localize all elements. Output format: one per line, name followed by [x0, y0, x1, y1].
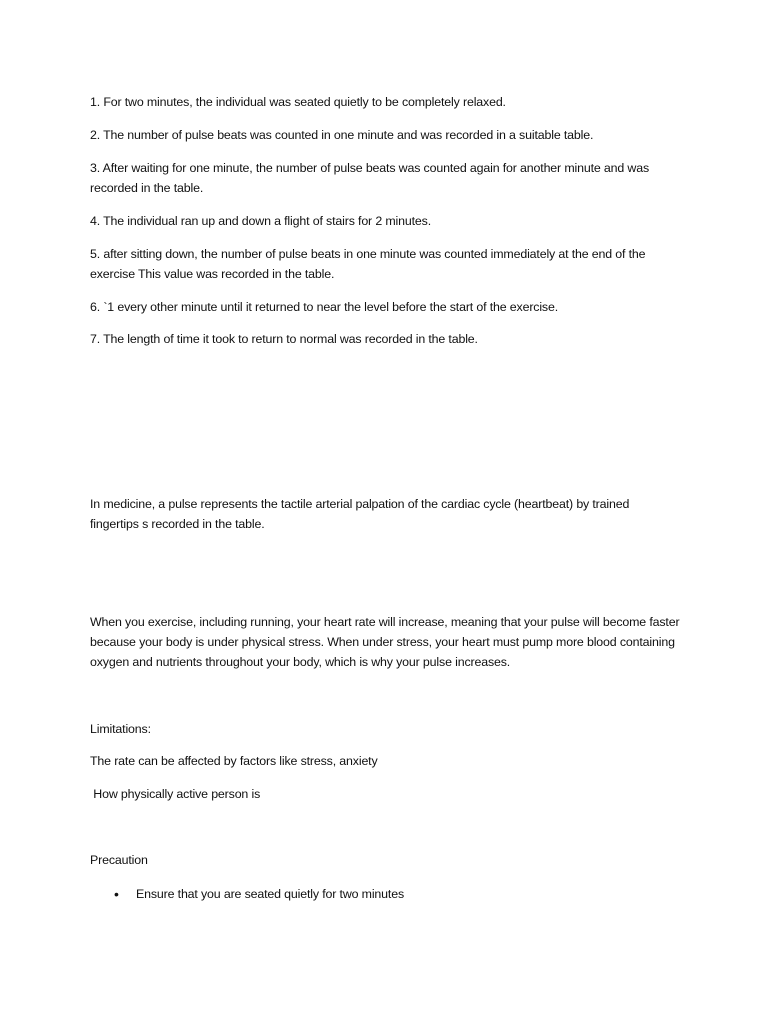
bullet-icon: •: [114, 886, 119, 902]
step-2: 2. The number of pulse beats was counted in one minute and was recorded in a suitable table.: [90, 128, 594, 142]
step-6: 6. `1 every other minute until it returned to near the level before the start of the exercise.: [90, 300, 559, 314]
step-3: 3. After waiting for one minute, the number of pulse beats was counted again for another minute and was recorded in the table.: [90, 161, 649, 195]
step-4: 4. The individual ran up and down a flight of stairs for 2 minutes.: [90, 214, 431, 228]
limitation-item: The rate can be affected by factors like stress, anxiety: [90, 754, 378, 768]
limitations-heading: Limitations:: [90, 722, 151, 736]
exercise-explanation: When you exercise, including running, your heart rate will increase, meaning that your pulse will become faster because your body is under physical stress. When under stress, your heart must pump more blood containing oxygen and nutrients throughout your body, which is why your pulse increases.: [90, 615, 680, 669]
precaution-list-item: [114, 884, 674, 904]
precaution-heading: Precaution: [90, 853, 148, 867]
step-5: 5. after sitting down, the number of pulse beats in one minute was counted immediately at the end of the exercise This value was recorded in the table.: [90, 247, 646, 281]
precaution-item-text: Ensure that you are seated quietly for two minutes: [136, 887, 404, 901]
step-7: 7. The length of time it took to return to normal was recorded in the table.: [90, 332, 478, 346]
step-1: 1. For two minutes, the individual was seated quietly to be completely relaxed.: [90, 95, 506, 109]
pulse-definition: In medicine, a pulse represents the tactile arterial palpation of the cardiac cycle (heartbeat) by trained fingertips s recorded in the table.: [90, 497, 630, 531]
limitation-item: How physically active person is: [90, 787, 261, 801]
